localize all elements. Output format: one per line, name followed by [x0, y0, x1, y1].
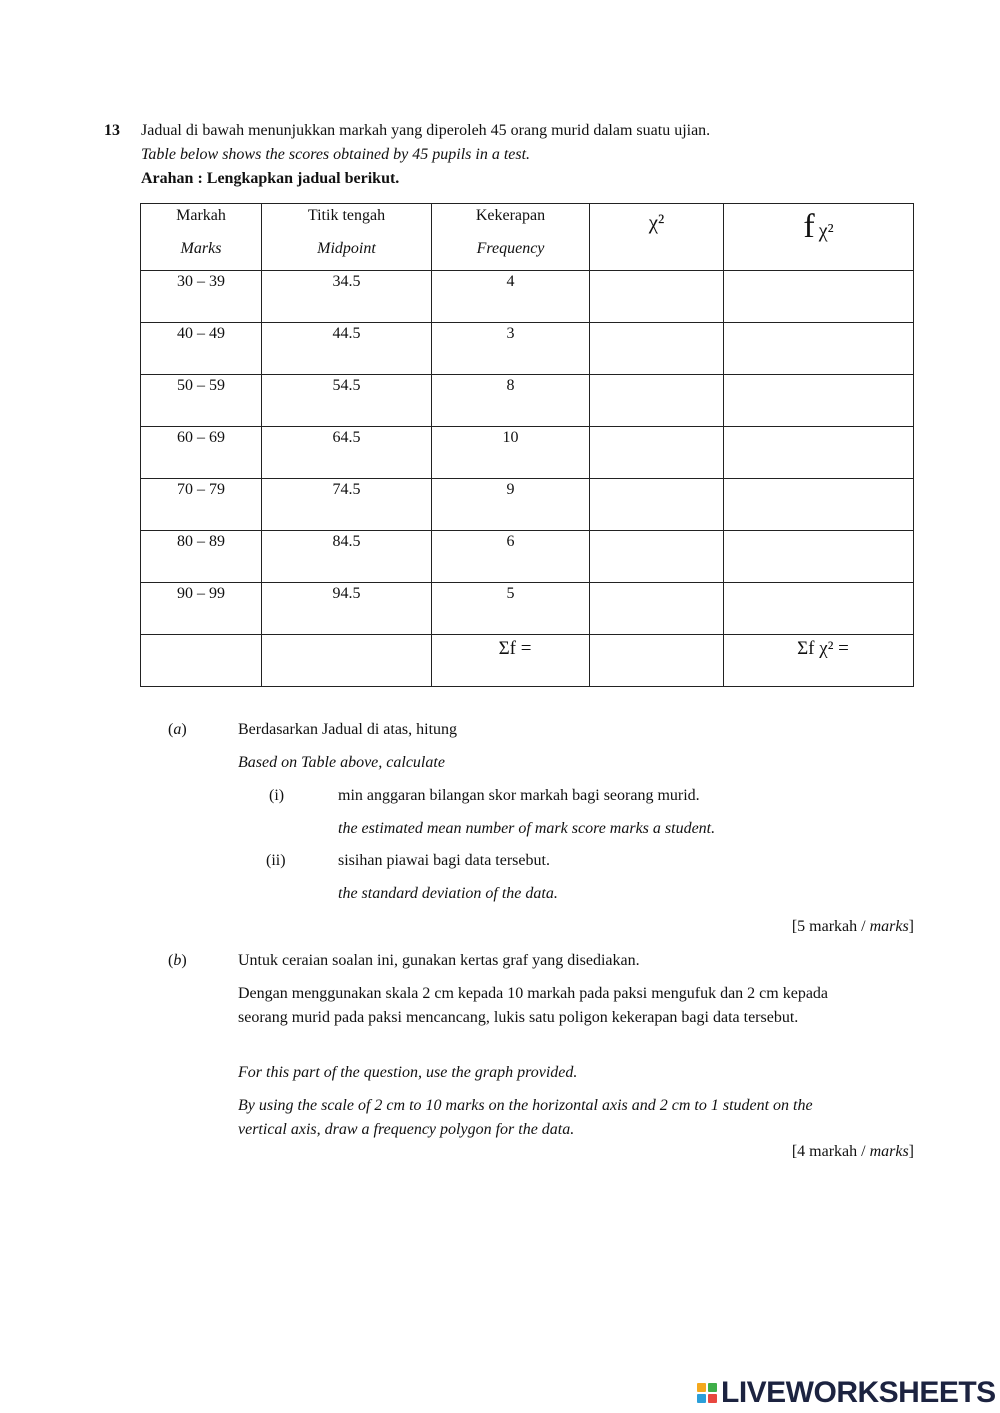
midpoint-cell: 44.5 — [332, 325, 361, 342]
frequency-cell: 8 — [506, 377, 515, 394]
marks-cell: 50 – 59 — [177, 377, 225, 394]
marks-cell: 60 – 69 — [177, 429, 225, 446]
header-marks: Markah Marks — [141, 204, 262, 271]
sum-fchi-label: Σf χ² = — [797, 638, 849, 659]
fchi-answer-cell[interactable] — [724, 531, 914, 583]
chi-answer-cell[interactable] — [590, 427, 724, 479]
part-b-label: (b) — [168, 952, 187, 969]
table-header-row — [141, 204, 914, 271]
midpoint-cell: 64.5 — [332, 429, 361, 446]
frequency-table — [140, 203, 914, 687]
logo-text: LIVEWORKSHEETS — [721, 1376, 996, 1409]
intro-english: Table below shows the scores obtained by 45 pupils in a test. — [141, 146, 531, 163]
chi-answer-cell[interactable] — [590, 479, 724, 531]
fchi-answer-cell[interactable] — [724, 271, 914, 323]
sub-i-malay: min anggaran bilangan skor markah bagi seorang murid. — [338, 787, 700, 804]
marks-cell: 90 – 99 — [177, 585, 225, 602]
part-b-marks: [4 markah / marks] — [791, 1143, 914, 1160]
part-b-english-1: For this part of the question, use the graph provided. — [238, 1064, 578, 1081]
part-a-marks: [5 markah / marks] — [791, 918, 914, 935]
logo-squares-icon — [697, 1383, 717, 1403]
header-chi-squared: χ² — [590, 204, 724, 271]
chi-answer-cell[interactable] — [590, 531, 724, 583]
part-a-english: Based on Table above, calculate — [238, 754, 445, 771]
part-b-malay-2b: seorang murid pada paksi mencancang, lukis satu poligon kekerapan bagi data tersebut. — [238, 1009, 799, 1026]
fchi-answer-cell[interactable] — [724, 479, 914, 531]
sub-ii-malay: sisihan piawai bagi data tersebut. — [338, 852, 550, 869]
chi-answer-cell[interactable] — [590, 375, 724, 427]
marks-cell: 40 – 49 — [177, 325, 225, 342]
frequency-cell: 3 — [506, 325, 515, 342]
fchi-answer-cell[interactable] — [724, 375, 914, 427]
table-row — [141, 479, 914, 531]
header-midpoint: Titik tengah Midpoint — [262, 204, 432, 271]
sub-ii-english: the standard deviation of the data. — [338, 885, 558, 902]
midpoint-cell: 34.5 — [332, 273, 361, 290]
intro-malay: Jadual di bawah menunjukkan markah yang diperoleh 45 orang murid dalam suatu ujian. — [141, 122, 711, 139]
table-row — [141, 583, 914, 635]
table-row — [141, 271, 914, 323]
chi-answer-cell[interactable] — [590, 583, 724, 635]
sub-i-label: (i) — [269, 787, 285, 804]
part-b-malay-2a: Dengan menggunakan skala 2 cm kepada 10 markah pada paksi mengufuk dan 2 cm kepada — [238, 985, 829, 1002]
sub-i-english: the estimated mean number of mark score marks a student. — [338, 820, 716, 837]
frequency-cell: 6 — [506, 533, 515, 550]
part-a-malay: Berdasarkan Jadual di atas, hitung — [238, 721, 458, 738]
midpoint-cell: 84.5 — [332, 533, 361, 550]
marks-cell: 80 – 89 — [177, 533, 225, 550]
sub-ii-label: (ii) — [266, 852, 286, 869]
midpoint-cell: 74.5 — [332, 481, 361, 498]
midpoint-cell: 94.5 — [332, 585, 361, 602]
table-sum-row — [141, 635, 914, 687]
question-number: 13 — [104, 122, 120, 139]
table-row — [141, 427, 914, 479]
table-row — [141, 323, 914, 375]
marks-cell: 70 – 79 — [177, 481, 225, 498]
header-frequency: Kekerapan Frequency — [432, 204, 590, 271]
header-f-chi-squared: f χ² — [724, 204, 914, 271]
sum-f-cell[interactable] — [432, 635, 590, 687]
sum-fchi-cell[interactable] — [724, 635, 914, 687]
chi-answer-cell[interactable] — [590, 323, 724, 375]
part-b-malay-1: Untuk ceraian soalan ini, gunakan kertas graf yang disediakan. — [238, 952, 640, 969]
part-b-english-2b: vertical axis, draw a frequency polygon for the data. — [238, 1121, 575, 1138]
table-row — [141, 531, 914, 583]
fchi-answer-cell[interactable] — [724, 427, 914, 479]
fchi-answer-cell[interactable] — [724, 323, 914, 375]
sum-f-label: Σf = — [498, 638, 532, 659]
liveworksheets-logo — [697, 1376, 996, 1410]
part-b-english-2a: By using the scale of 2 cm to 10 marks on the horizontal axis and 2 cm to 1 student on the — [238, 1097, 813, 1114]
instruction: Arahan : Lengkapkan jadual berikut. — [141, 170, 400, 187]
chi-answer-cell[interactable] — [590, 271, 724, 323]
frequency-cell: 4 — [506, 273, 515, 290]
part-a-label: (a) — [168, 721, 187, 738]
fchi-answer-cell[interactable] — [724, 583, 914, 635]
midpoint-cell: 54.5 — [332, 377, 361, 394]
table-row — [141, 375, 914, 427]
frequency-cell: 10 — [502, 429, 519, 446]
frequency-cell: 9 — [506, 481, 515, 498]
frequency-cell: 5 — [506, 585, 515, 602]
marks-cell: 30 – 39 — [177, 273, 225, 290]
